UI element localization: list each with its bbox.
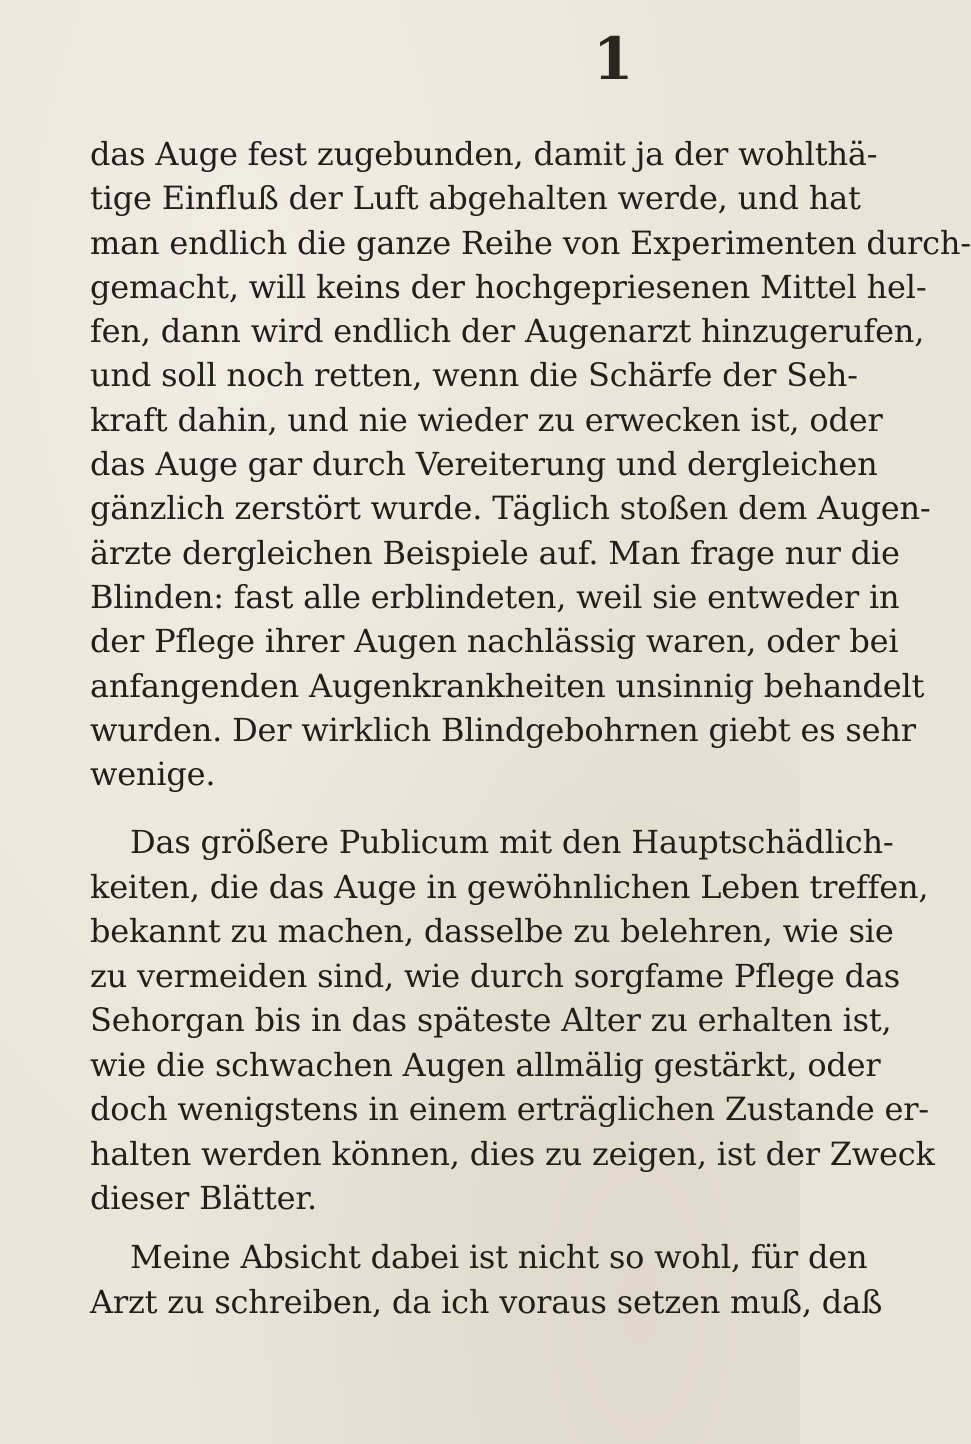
text-line: man endlich die ganze Reihe von Experimenten durch-: [90, 223, 971, 262]
text-line: wie die schwachen Augen allmälig gestärkt, oder: [90, 1045, 881, 1084]
text-line: das Auge fest zugebunden, damit ja der wohlthä-: [90, 135, 878, 173]
paragraph-2: [90, 820, 935, 1221]
text-line: zu vermeiden sind, wie durch sorgfame Pflege das: [90, 956, 900, 995]
page-number: 1: [593, 25, 634, 93]
text-line: bekannt zu machen, dasselbe zu belehren, wie sie: [90, 912, 894, 950]
text-line: ärzte dergleichen Beispiele auf. Man frage nur die: [90, 533, 900, 572]
text-line: Arzt zu schreiben, da ich voraus setzen muß, daß: [90, 1282, 883, 1321]
text-line: tige Einfluß der Luft abgehalten werde, und hat: [90, 179, 861, 218]
text-line: Blinden: fast alle erblindeten, weil sie entweder in: [90, 577, 900, 616]
text-line: Sehorgan bis in das späteste Alter zu erhalten ist,: [90, 1001, 892, 1039]
paragraph-1: [90, 132, 971, 796]
paragraph-3: [90, 1235, 883, 1324]
text-line: fen, dann wird endlich der Augenarzt hinzugerufen,: [90, 312, 925, 351]
text-line: doch wenigstens in einem erträglichen Zustande er-: [90, 1090, 929, 1128]
text-line: wenige.: [90, 755, 216, 794]
text-line: und soll noch retten, wenn die Schärfe der Seh-: [90, 356, 858, 395]
text-line: das Auge gar durch Vereiterung und dergleichen: [90, 445, 878, 484]
text-line: kraft dahin, und nie wieder zu erwecken ist, oder: [90, 400, 883, 439]
text-line: gemacht, will keins der hochgepriesenen Mittel hel-: [90, 267, 927, 306]
text-line: der Pflege ihrer Augen nachlässig waren, oder bei: [90, 622, 899, 661]
text-line: Meine Absicht dabei ist nicht so wohl, für den: [130, 1238, 868, 1276]
text-line: Das größere Publicum mit den Hauptschädlich-: [130, 823, 894, 861]
text-line: dieser Blätter.: [90, 1179, 317, 1217]
text-line: halten werden können, dies zu zeigen, ist der Zweck: [90, 1134, 935, 1173]
text-line: anfangenden Augenkrankheiten unsinnig behandelt: [90, 666, 925, 705]
text-line: gänzlich zerstört wurde. Täglich stoßen dem Augen-: [90, 489, 931, 528]
text-line: keiten, die das Auge in gewöhnlichen Leben treffen,: [90, 867, 929, 906]
text-line: wurden. Der wirklich Blindgebohrnen giebt es sehr: [90, 710, 916, 749]
